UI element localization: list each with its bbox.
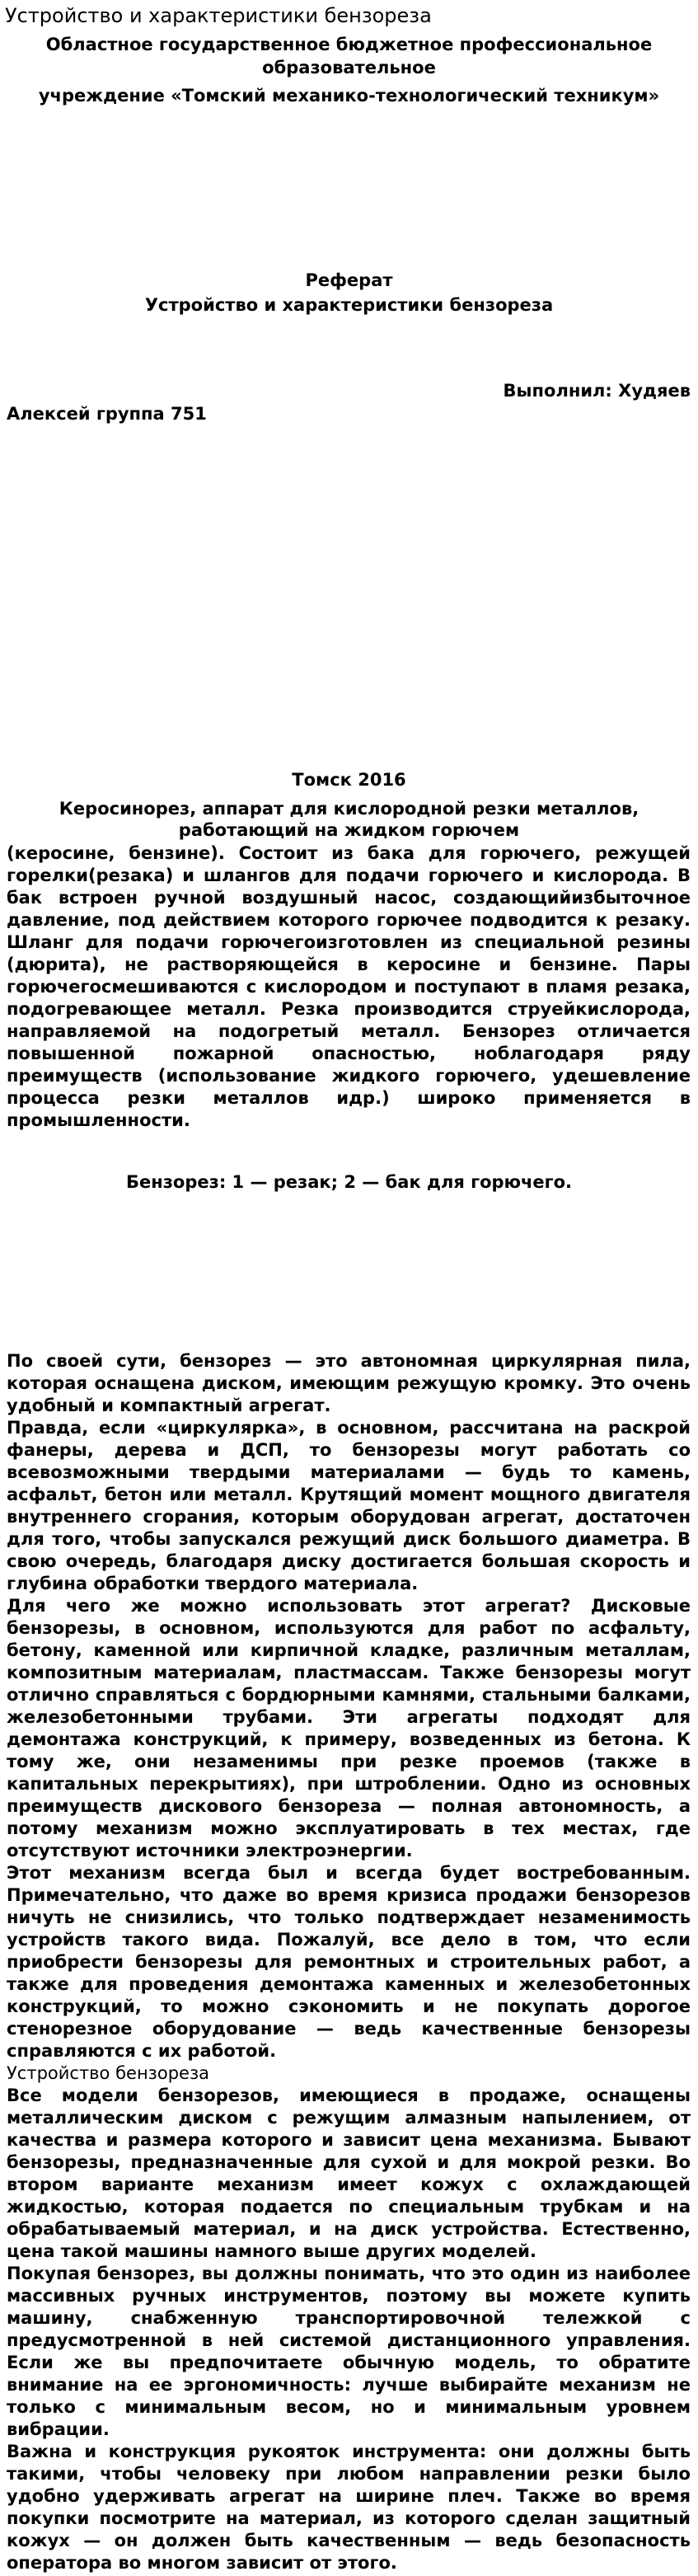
intro-paragraph <box>7 842 691 1132</box>
signer-block <box>7 379 691 425</box>
signer-line-1: Выполнил: Худяев <box>503 381 691 401</box>
section-heading: Устройство бензореза <box>7 2063 209 2083</box>
main-text <box>7 1350 691 2574</box>
paragraph-2: Правда, если «циркулярка», в основном, рассчитана на раскрой фанеры, дерева и ДСП, то бензорезы могут работать со всевозможными твердыми материалами — будь то камень, асфальт, бетон или металл. Крутящий момент мощного двигателя внутреннего сгорания, которым оборудован агрегат, достаточен для того, чтобы запускался режущий диск большого диаметра. В свою очередь, благодаря диску достигается большая скорость и глубина обработки твердого материала. <box>7 1418 691 1593</box>
paragraph-6: Покупая бензорез, вы должны понимать, что это один из наиболее массивных ручных инструментов, поэтому вы можете купить машину, снабженную транспортировочной тележкой с предусмотренной в ней системой дистанционного управления. Если же вы предпочитаете обычную модель, то обратите внимание на ее эргономичность: лучше выбирайте механизм не только с минимальным весом, но и минимальным уровнем вибрации. <box>7 2264 691 2439</box>
org-line-3: учреждение «Томский механико-технологический техникум» <box>38 86 660 106</box>
intro-heading-2: работающий на жидком горючем <box>178 820 520 840</box>
intro-text: (керосине, бензине). Состоит из бака для горючего, режущей горелки(резака) и шлангов для подачи горючего и кислорода. В бак встроен ручной воздушный насос, создающийизбыточное давление, под действием которого горючее подводится к резаку. Шланг для подачи горючегоизготовлен из специальной резины (дюрита), не растворяющейся в керосине и бензине. Пары горючегосмешиваются с кислородом и поступают в пламя резака, подогревающее металл. Резка производится струейкислорода, направляемой на подогретый металл. Бензорез отличается повышенной пожарной опасностью, ноблагодаря ряду преимуществ (использование жидкого горючего, удешевление процесса резки металлов идр.) широко применяется в промышленности. <box>7 843 691 1130</box>
paragraph-7: Важна и конструкция рукояток инструмента: они должны быть такими, чтобы человеку при любом направлении резки было удобно удерживать агрегат на ширине плеч. Также во время покупки посмотрите на материал, из которого сделан защитный кожух — он должен быть качественным — ведь безопасность оператора во многом зависит от этого. <box>7 2442 691 2573</box>
report-title: Устройство и характеристики бензореза <box>144 295 554 315</box>
paragraph-5: Все модели бензорезов, имеющиеся в продаже, оснащены металлическим диском с режущим алмазным напылением, от качества и размера которого и зависит цена механизма. Бывают бензорезы, предназначенные для сухой и для мокрой резки. Во втором варианте механизм имеет кожух с охлаждающей жидкостью, которая подается по специальным трубкам и на обрабатываемый материал, и на диск устройства. Естественно, цена такой машины намного выше других моделей. <box>7 2086 691 2261</box>
report-label: Реферат <box>305 270 393 290</box>
signer-line-2: Алексей группа 751 <box>7 404 207 424</box>
paragraph-3: Для чего же можно использовать этот агрегат? Дисковые бензорезы, в основном, используются для работ по асфальту, бетону, каменной или кирпичной кладке, различным металлам, композитным материалам, пластмассам. Также бензорезы могут отлично справляться с бордюрными камнями, стальными балками, железобетонными трубами. Эти агрегаты подходят для демонтажа конструкций, к примеру, возведенных из бетона. К тому же, они незаменимы при резке проемов (также в капитальных перекрытиях), при штроблении. Одно из основных преимуществ дискового бензореза — полная автономность, а потому механизм можно эксплуатировать в тех местах, где отсутствуют источники электроэнергии. <box>7 1596 691 1860</box>
paragraph-1: По своей сути, бензорез — это автономная циркулярная пила, которая оснащена диском, имеющим режущую кромку. Это очень удобный и компактный агрегат. <box>7 1351 691 1415</box>
intro-heading-1: Керосинорез, аппарат для кислородной резки металлов, <box>59 799 639 819</box>
paragraph-4: Этот механизм всегда был и всегда будет востребованным. Примечательно, что даже во время кризиса продажи бензорезов ничуть не снизились, что только подтверждает незаменимость устройств такого вида. Пожалуй, все дело в том, что если приобрести бензорезы для ремонтных и строительных работ, а также для проведения демонтажа каменных и железобетонных конструкций, то можно сэкономить и не покупать дорогое стенорезное оборудование — ведь качественные бензорезы справляются с их работой. <box>7 1863 691 2061</box>
document-title: Устройство и характеристики бензореза <box>5 4 432 27</box>
figure-caption: Бензорез: 1 — резак; 2 — бак для горючего. <box>125 1172 573 1192</box>
org-line-2: образовательное <box>262 58 436 77</box>
city-year: Томск 2016 <box>292 770 406 790</box>
org-line-1: Областное государственное бюджетное профессиональное <box>45 35 653 54</box>
